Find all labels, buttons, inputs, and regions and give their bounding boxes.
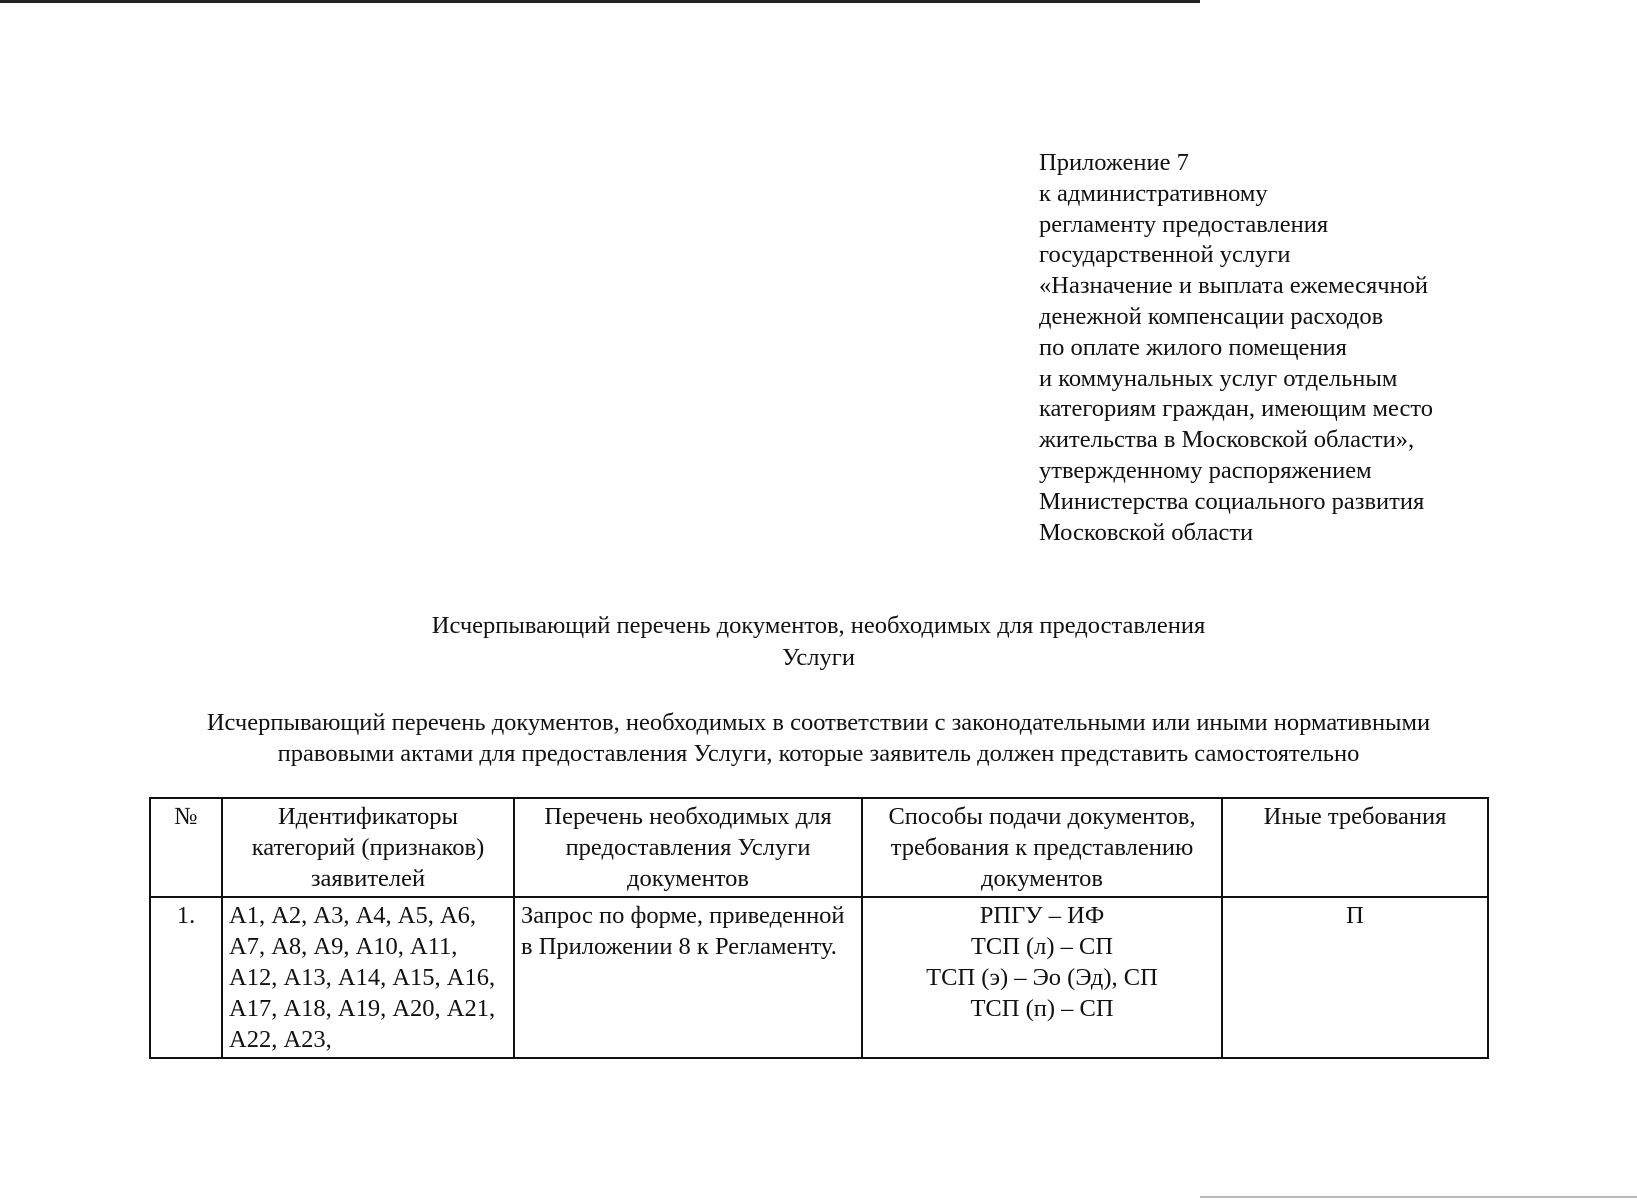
cell-other-requirements: П (1222, 897, 1488, 1058)
document-title-line: Исчерпывающий перечень документов, необходимых для предоставления (431, 612, 1206, 639)
document-subtitle-line: Исчерпывающий перечень документов, необходимых в соответствии с законодательными или иными нормативными (206, 709, 1431, 736)
document-title-line: Услуги (782, 644, 855, 671)
annex-line: «Назначение и выплата ежемесячной (1039, 272, 1429, 300)
document-subtitle-line: правовыми актами для предоставления Услуги, которые заявитель должен представить самостоятельно (277, 740, 1360, 767)
scan-bottom-edge (1200, 1196, 1637, 1198)
annex-line: по оплате жилого помещения (1039, 333, 1347, 361)
header-other-requirements: Иные требования (1222, 798, 1488, 897)
annex-header (1039, 148, 1599, 548)
annex-line: Московской области (1039, 518, 1254, 546)
table-header-row (150, 798, 1488, 897)
document-subtitle (0, 707, 1637, 769)
scan-top-edge (0, 0, 1200, 3)
cell-documents-list: Запрос по форме, приведенной в Приложении 8 к Регламенту. (514, 897, 862, 1058)
document-title (0, 610, 1637, 674)
header-documents-list: Перечень необходимых для предоставления Услуги документов (514, 798, 862, 897)
annex-line: к административному (1039, 179, 1268, 207)
annex-line: денежной компенсации расходов (1039, 302, 1384, 330)
submission-way: ТСП (э) – Эо (Эд), СП (926, 964, 1158, 991)
annex-line: государственной услуги (1039, 241, 1291, 269)
cell-applicant-ids: А1, А2, А3, А4, А5, А6, А7, А8, А9, А10, А11, А12, А13, А14, А15, А16, А17, А18, А19, А20, А21, А22, А23, (222, 897, 514, 1058)
header-number: № (150, 798, 222, 897)
annex-line: Министерства социального развития (1039, 487, 1425, 515)
header-submission-ways: Способы подачи документов, требования к представлению документов (862, 798, 1222, 897)
annex-line: Приложение 7 (1039, 149, 1189, 176)
cell-number: 1. (150, 897, 222, 1058)
submission-way: РПГУ – ИФ (979, 902, 1105, 929)
header-applicant-ids: Идентификаторы категорий (признаков) заявителей (222, 798, 514, 897)
table-row (150, 897, 1488, 1058)
cell-submission-ways (862, 897, 1222, 1058)
annex-line: категориям граждан, имеющим место (1039, 395, 1433, 423)
annex-line: регламенту предоставления (1039, 210, 1329, 238)
annex-line: жительства в Московской области», (1039, 426, 1415, 454)
annex-line: утвержденному распоряжением (1039, 456, 1372, 484)
submission-way: ТСП (п) – СП (970, 995, 1114, 1022)
submission-way: ТСП (л) – СП (970, 933, 1114, 960)
documents-table (149, 797, 1489, 1059)
annex-line: и коммунальных услуг отдельным (1039, 364, 1398, 392)
